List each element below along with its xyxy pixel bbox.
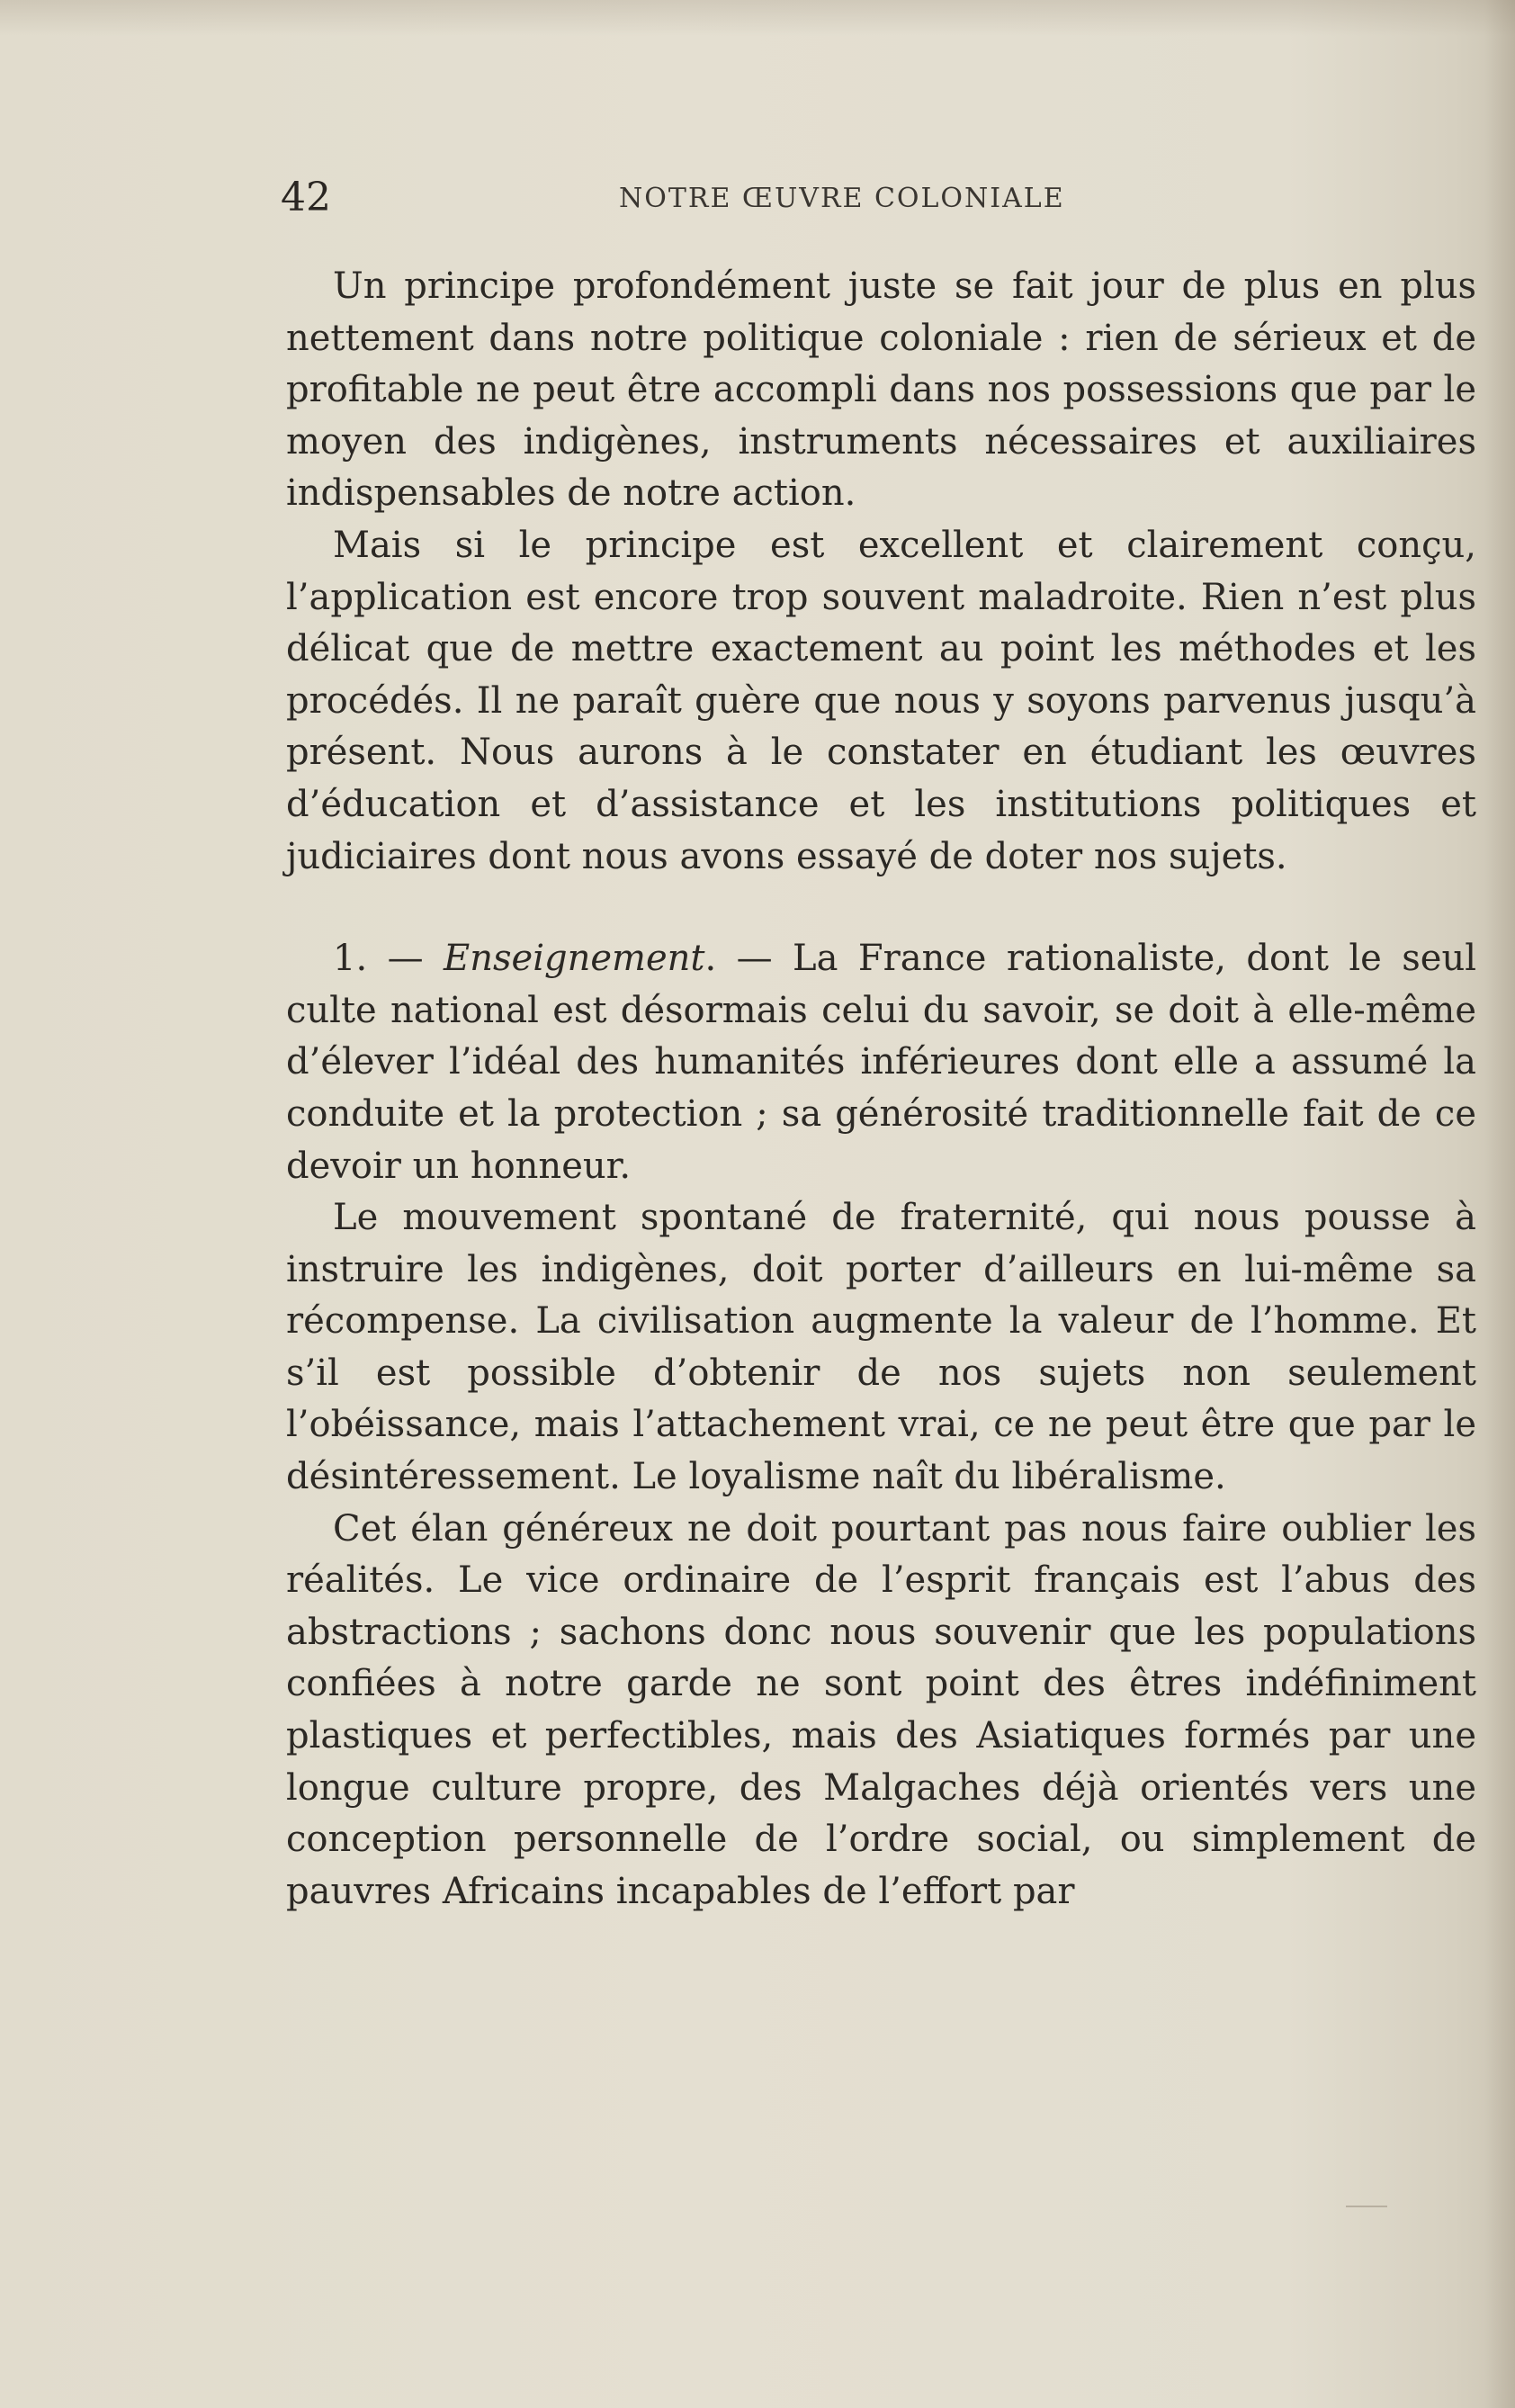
running-head: [281, 171, 1486, 225]
page-top-shadow: [0, 0, 1515, 36]
paragraph-principle: Un principe profondément juste se fait jour de plus en plus nettement dans notre politique coloniale : rien de sérieux et de profitable ne peut être accompli dans nos possessions que par le moyen des indigènes, instruments nécessaires et auxiliaires indispensables de notre action.: [286, 265, 1476, 515]
paragraph-application: Mais si le principe est excellent et clairement conçu, l’application est encore trop souvent maladroite. Rien n’est plus délicat que de mettre exactement au point les méthodes et les procédés. Il ne paraît guère que nous y soyons parvenus jusqu’à présent. Nous aurons à le constater en étudiant les œuvres d’éducation et d’assistance et les institutions politiques et judiciaires dont nous avons essayé de doter nos sujets.: [286, 524, 1476, 877]
paragraph-fraternite: Le mouvement spontané de fraternité, qui nous pousse à instruire les indigènes, doit porter d’ailleurs en lui-même sa récompense. La civilisation augmente la valeur de l’homme. Et s’il est possible d’obtenir de nos sujets non seulement l’obéissance, mais l’attachement vrai, ce ne peut être que par le désintéressement. Le loyalisme naît du libéralisme.: [286, 1197, 1476, 1498]
section-number: 1. —: [333, 938, 444, 980]
footer-rule: [1346, 2206, 1387, 2207]
paragraph-enseignement-text: La France rationaliste, dont le seul culte national est désormais celui du savoir, se doit à elle-même d’élever l’idéal des humanités inférieures dont elle a assumé la conduite et la protection ; sa générosité traditionnelle fait de ce devoir un honneur.: [286, 938, 1477, 1187]
page-number: 42: [281, 175, 331, 220]
section-title: Enseignement: [444, 938, 705, 980]
page-edge-shadow: [1484, 0, 1515, 2408]
body-text: [286, 261, 1476, 1918]
paragraph-realites: Cet élan généreux ne doit pourtant pas nous faire oublier les réalités. Le vice ordinaire de l’esprit français est l’abus des abstractions ; sachons donc nous souvenir que les populations confiées à notre garde ne sont point des êtres indéfiniment plastiques et perfectibles, mais des Asiatiques formés par une longue culture propre, des Malgaches déjà orientés vers une conception personnelle de l’ordre social, ou simplement de pauvres Africains incapables de l’effort par: [286, 1507, 1476, 1912]
paragraph-enseignement: [286, 933, 1476, 1192]
section-punctuation: . —: [704, 938, 793, 980]
running-title: NOTRE ŒUVRE COLONIALE: [619, 183, 1065, 214]
